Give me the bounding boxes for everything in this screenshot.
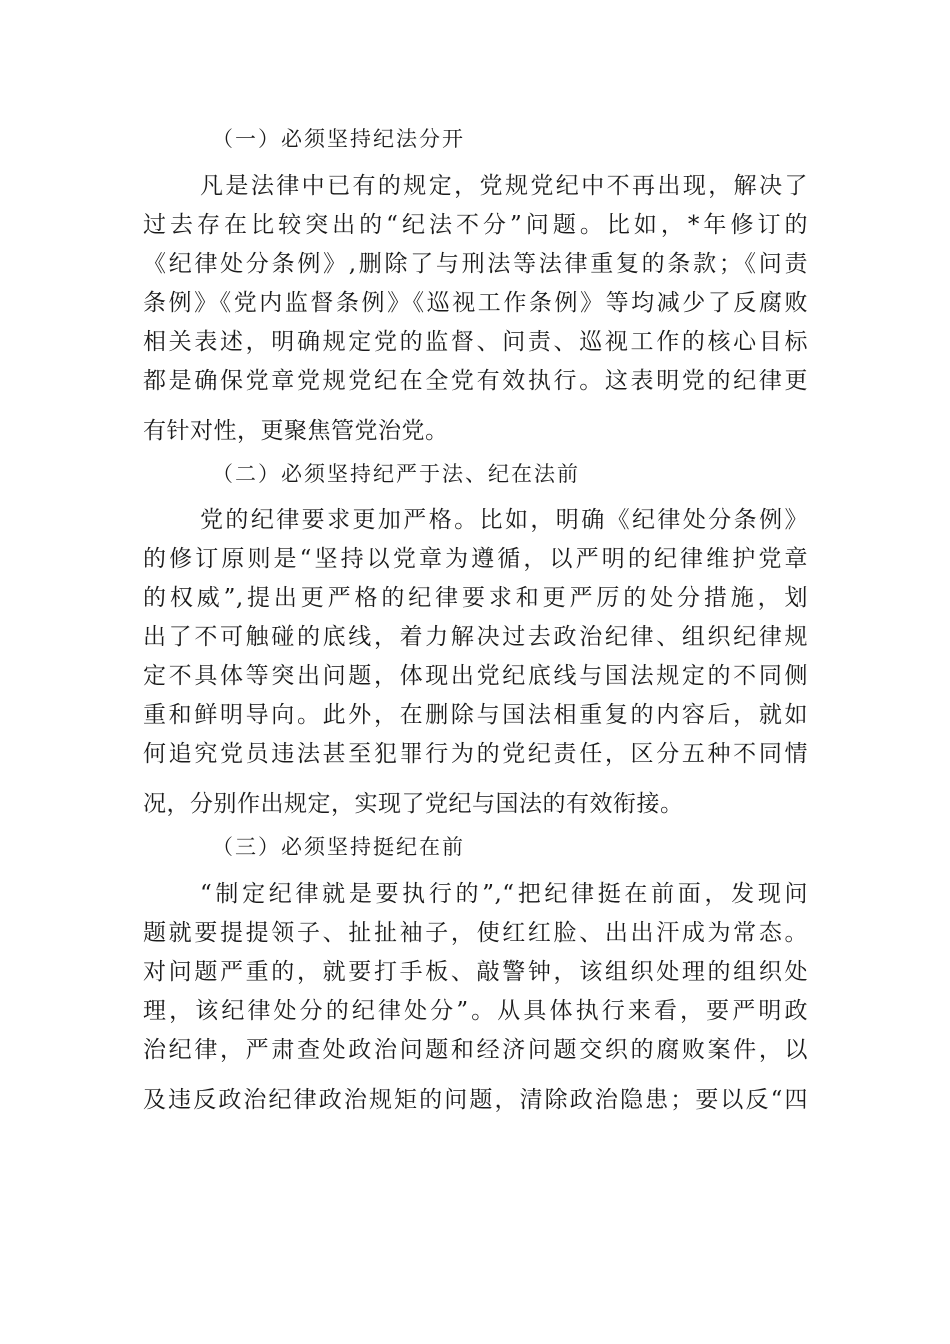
section-heading-3: （三）必须坚持挺纪在前 (212, 835, 465, 859)
paragraph-line: 党的纪律要求更加严格。比如，明确《纪律处分条例》 (200, 507, 808, 533)
paragraph-line: 对问题严重的，就要打手板、敲警钟，该组织处理的组织处 (143, 959, 808, 985)
paragraph-line: 都是确保党章党规党纪在全党有效执行。这表明党的纪律更 (143, 368, 808, 394)
paragraph-line: “制定纪律就是要执行的”,“把纪律挺在前面，发现问 (200, 881, 808, 907)
paragraph-line: 过去存在比较突出的“纪法不分”问题。比如，*年修订的 (143, 212, 808, 238)
paragraph-line: 的权威”,提出更严格的纪律要求和更严厉的处分措施，划 (143, 585, 808, 611)
paragraph-line: 条例》《党内监督条例》《巡视工作条例》等均减少了反腐败 (143, 290, 808, 316)
paragraph-line: 理，该纪律处分的纪律处分”。从具体执行来看，要严明政 (143, 998, 808, 1024)
paragraph-line: 治纪律，严肃查处政治问题和经济问题交织的腐败案件，以 (143, 1037, 808, 1063)
paragraph-line: 题就要提提领子、扯扯袖子，使红红脸、出出汗成为常态。 (143, 920, 808, 946)
paragraph-line: 定不具体等突出问题，体现出党纪底线与国法规定的不同侧 (143, 663, 808, 689)
section-heading-2: （二）必须坚持纪严于法、纪在法前 (212, 462, 580, 486)
paragraph-line: 及违反政治纪律政治规矩的问题，清除政治隐患；要以反“四 (143, 1087, 808, 1113)
paragraph-line: 的修订原则是“坚持以党章为遵循，以严明的纪律维护党章 (143, 546, 808, 572)
paragraph-line: 有针对性，更聚焦管党治党。 (143, 418, 449, 444)
paragraph-line: 《纪律处分条例》,删除了与刑法等法律重复的条款；《问责 (143, 251, 808, 277)
paragraph-line: 何追究党员违法甚至犯罪行为的党纪责任，区分五种不同情 (143, 741, 808, 767)
paragraph-line: 相关表述，明确规定党的监督、问责、巡视工作的核心目标 (143, 329, 808, 355)
paragraph-line: 重和鲜明导向。此外，在删除与国法相重复的内容后，就如 (143, 702, 808, 728)
paragraph-line: 凡是法律中已有的规定，党规党纪中不再出现，解决了 (200, 173, 808, 199)
section-heading-1: （一）必须坚持纪法分开 (212, 127, 465, 151)
paragraph-line: 况，分别作出规定，实现了党纪与国法的有效衔接。 (143, 791, 684, 817)
paragraph-line: 出了不可触碰的底线，着力解决过去政治纪律、组织纪律规 (143, 624, 808, 650)
